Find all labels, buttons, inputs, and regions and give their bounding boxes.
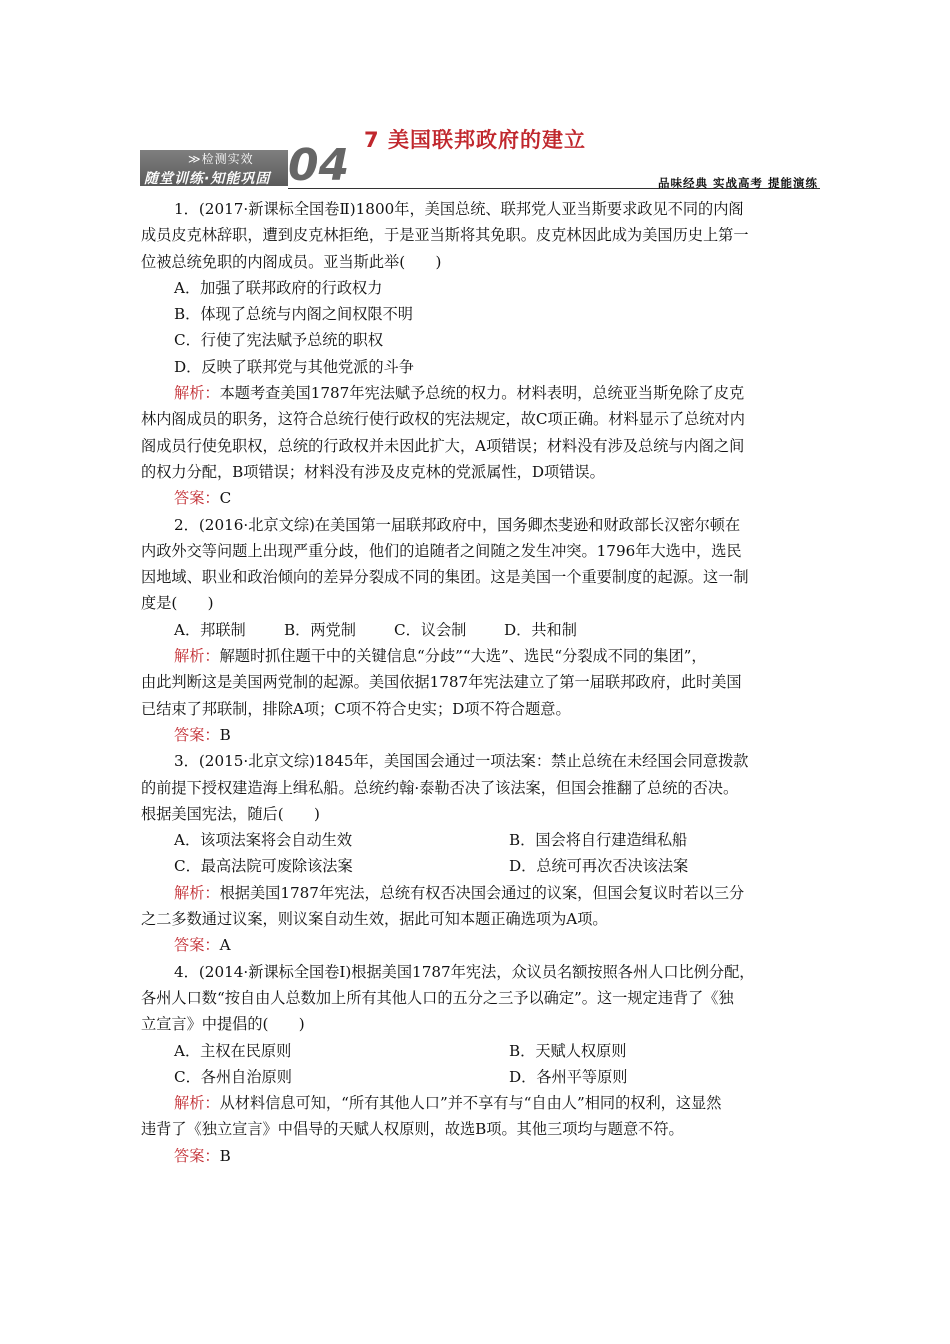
question-line: 内政外交等问题上出现严重分歧，他们的追随者之间随之发生冲突。1796年大选中，选民 (141, 541, 742, 560)
question-line: 因地域、职业和政治倾向的差异分裂成不同的集团。这是美国一个重要制度的起源。这一制 (141, 568, 749, 587)
analysis-line (141, 1090, 813, 1116)
option-row (141, 853, 813, 879)
page-title: 7 美国联邦政府的建立 (364, 128, 586, 152)
analysis-line: 林内阁成员的职务，这符合总统行使行政权的宪法规定，故C项正确。材料显示了总统对内 (141, 410, 745, 429)
question-line: 的前提下授权建造海上缉私船。总统约翰·泰勒否决了该法案，但国会推翻了总统的否决。 (141, 778, 739, 797)
option: B．国会将自行建造缉私船 (509, 831, 688, 850)
answer-label: 答案： (174, 725, 220, 744)
answer-line (141, 932, 813, 958)
option: D．共和制 (504, 620, 577, 639)
question-line: 1．(2017·新课标全国卷Ⅱ)1800年，美国总统、联邦党人亚当斯要求政见不同的内阁 (174, 200, 744, 218)
analysis-line (141, 380, 813, 406)
question-line: 3．(2015·北京文综)1845年，美国国会通过一项法案：禁止总统在未经国会同意拨款 (174, 752, 749, 771)
banner-subtitle: ≫检测实效 (188, 152, 254, 166)
analysis-label: 解析： (174, 384, 220, 403)
analysis-text: 从材料信息可知，“所有其他人口”并不享有与“自由人”相同的权利，这显然 (219, 1094, 722, 1113)
question-line: 立宣言》中提倡的( ) (141, 1015, 305, 1034)
option: A．加强了联邦政府的行政权力 (174, 278, 383, 297)
option: C．议会制 (394, 620, 467, 639)
analysis-line: 之二多数通过议案，则议案自动生效，据此可知本题正确选项为A项。 (141, 910, 608, 929)
analysis-text: 本题考查美国1787年宪法赋予总统的权力。材料表明，总统亚当斯免除了皮克 (219, 384, 745, 403)
option: B．体现了总统与内阁之间权限不明 (174, 305, 413, 324)
option-row (141, 617, 813, 643)
analysis-line: 阁成员行使免职权，总统的行政权并未因此扩大，A项错误；材料没有涉及总统与内阁之间 (141, 436, 745, 455)
option-row (141, 827, 813, 853)
question-line: 2．(2016·北京文综)在美国第一届联邦政府中，国务卿杰斐逊和财政部长汉密尔顿在 (174, 515, 741, 534)
option: A．该项法案将会自动生效 (174, 831, 353, 850)
option: B．两党制 (284, 620, 356, 639)
analysis-text: 根据美国1787年宪法，总统有权否决国会通过的议案，但国会复议时若以三分 (219, 883, 745, 902)
question-content (141, 196, 813, 1169)
analysis-label: 解析： (174, 883, 220, 902)
option: A．主权在民原则 (174, 1041, 292, 1060)
answer-label: 答案： (174, 1146, 220, 1165)
question-line: 度是( ) (141, 594, 214, 613)
answer-line (141, 485, 813, 511)
option: C．各州自治原则 (174, 1067, 292, 1086)
analysis-line: 已结束了邦联制，排除A项；C项不符合史实；D项不符合题意。 (141, 699, 571, 718)
option: B．天赋人权原则 (509, 1041, 627, 1060)
analysis-label: 解析： (174, 1094, 220, 1113)
banner-label-box (140, 150, 288, 186)
answer-value: C (219, 489, 232, 508)
option-row (141, 1038, 813, 1064)
answer-value: B (219, 1146, 231, 1165)
answer-line (141, 1143, 813, 1169)
analysis-label: 解析： (174, 647, 220, 666)
question-line: 成员皮克林辞职，遭到皮克林拒绝，于是亚当斯将其免职。皮克林因此成为美国历史上第一 (141, 226, 749, 245)
option: C．最高法院可废除该法案 (174, 857, 353, 876)
banner-slogan: 品味经典 实战高考 提能演练 (657, 176, 818, 190)
option: C．行使了宪法赋予总统的职权 (174, 331, 384, 350)
analysis-line (141, 880, 813, 906)
question-line: 4．(2014·新课标全国卷Ⅰ)根据美国1787年宪法，众议员名额按照各州人口比例分配， (174, 962, 755, 981)
question-line: 根据美国宪法，随后( ) (141, 804, 320, 823)
analysis-line: 违背了《独立宣言》中倡导的天赋人权原则，故选B项。其他三项均与题意不符。 (141, 1120, 684, 1139)
answer-line (141, 722, 813, 748)
question-line: 位被总统免职的内阁成员。亚当斯此举( ) (141, 252, 442, 271)
option: D．总统可再次否决该法案 (509, 857, 689, 876)
banner-number: 04 (288, 140, 350, 191)
option: D．反映了联邦党与其他党派的斗争 (174, 357, 414, 376)
answer-value: B (219, 725, 231, 744)
answer-value: A (219, 936, 231, 955)
analysis-line (141, 643, 813, 669)
question-line: 各州人口数“按自由人总数加上所有其他人口的五分之三予以确定”。这一规定违背了《独 (141, 988, 734, 1007)
analysis-line: 由此判断这是美国两党制的起源。美国依据1787年宪法建立了第一届联邦政府，此时美国 (141, 673, 742, 692)
analysis-line: 的权力分配，B项错误；材料没有涉及皮克林的党派属性，D项错误。 (141, 462, 605, 481)
analysis-text: 解题时抓住题干中的关键信息“分歧”“大选”、选民“分裂成不同的集团”， (219, 647, 707, 666)
option: A．邦联制 (174, 620, 246, 639)
answer-label: 答案： (174, 489, 220, 508)
banner-main-label: 随堂训练·知能巩固 (144, 171, 271, 187)
answer-label: 答案： (174, 936, 220, 955)
option: D．各州平等原则 (509, 1067, 628, 1086)
option-row (141, 1064, 813, 1090)
